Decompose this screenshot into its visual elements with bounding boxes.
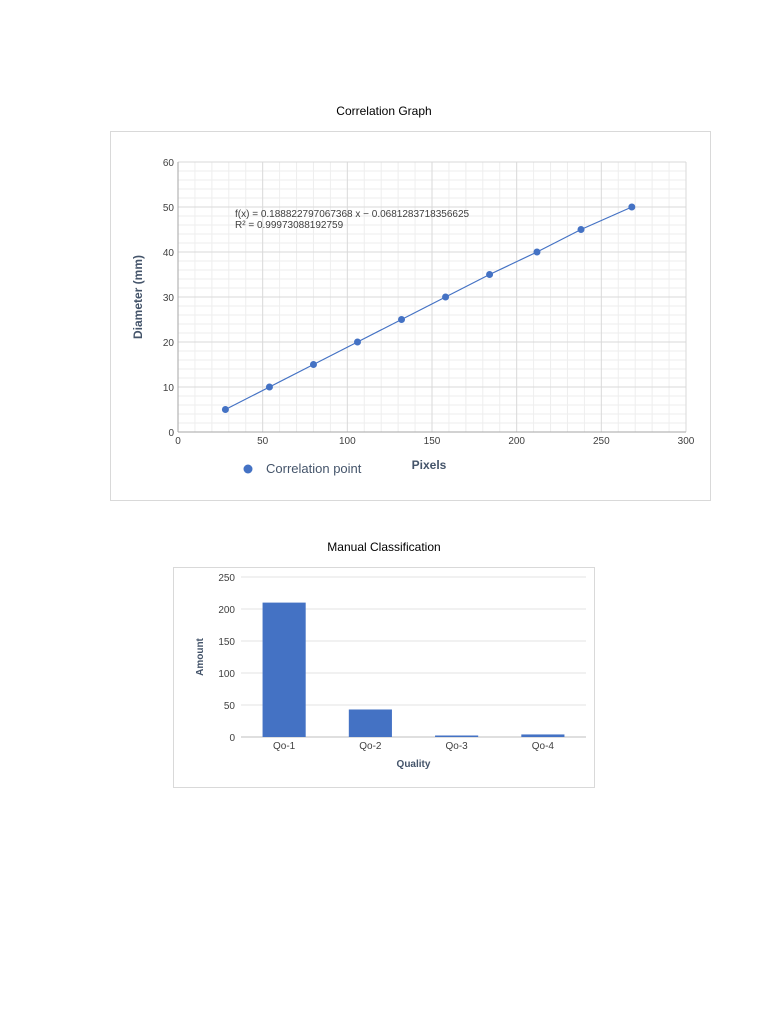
x-tick-label: 50 [257,436,269,447]
x-tick-label: 250 [592,436,610,447]
bar [263,603,306,737]
trendline-r-squared: R² = 0.99973088192759 [235,220,344,231]
trendline-equation: f(x) = 0.188822797067368 x − 0.0681283718356625 [235,209,470,220]
y-tick-label: 100 [218,669,235,680]
bar [349,709,392,737]
data-point [442,294,449,301]
y-tick-label: 200 [218,605,235,616]
bar-chart-area [173,567,595,788]
x-tick-label: 0 [175,436,181,447]
scatter-chart [111,132,710,500]
x-tick-label: 100 [338,436,356,447]
y-tick-label: 60 [162,158,174,169]
x-tick-label: Qo-2 [359,741,382,752]
y-tick-label: 20 [162,338,174,349]
legend-label: Correlation point [266,461,362,476]
y-tick-label: 30 [162,293,174,304]
data-point [628,204,635,211]
data-point [266,384,273,391]
y-tick-label: 250 [218,573,235,584]
y-axis-title: Amount [195,638,206,676]
y-tick-label: 50 [223,701,235,712]
data-point [578,226,585,233]
x-axis-title: Quality [396,759,431,770]
data-point [354,339,361,346]
x-tick-label: Qo-1 [273,741,296,752]
scatter-chart-area [110,131,711,501]
legend-marker [244,465,253,474]
data-point [222,406,229,413]
bar [521,734,564,737]
data-point [486,271,493,278]
y-tick-label: 150 [218,637,235,648]
y-tick-label: 0 [229,733,235,744]
data-point [310,361,317,368]
y-tick-label: 40 [162,248,174,259]
y-tick-label: 50 [162,203,174,214]
y-tick-label: 10 [162,383,174,394]
y-axis-title: Diameter (mm) [131,254,145,340]
scatter-chart-title: Correlation Graph [336,104,432,118]
bar [435,736,478,738]
y-tick-label: 0 [168,428,174,439]
bar-chart-title: Manual Classification [327,540,441,554]
x-tick-label: 200 [508,436,526,447]
series-line [225,207,631,410]
x-tick-label: Qo-4 [531,741,554,752]
x-tick-label: Qo-3 [445,741,468,752]
x-tick-label: 300 [677,436,695,447]
data-point [398,316,405,323]
x-tick-label: 150 [423,436,441,447]
bar-chart [174,568,594,787]
data-point [533,249,540,256]
x-axis-title: Pixels [411,458,447,472]
